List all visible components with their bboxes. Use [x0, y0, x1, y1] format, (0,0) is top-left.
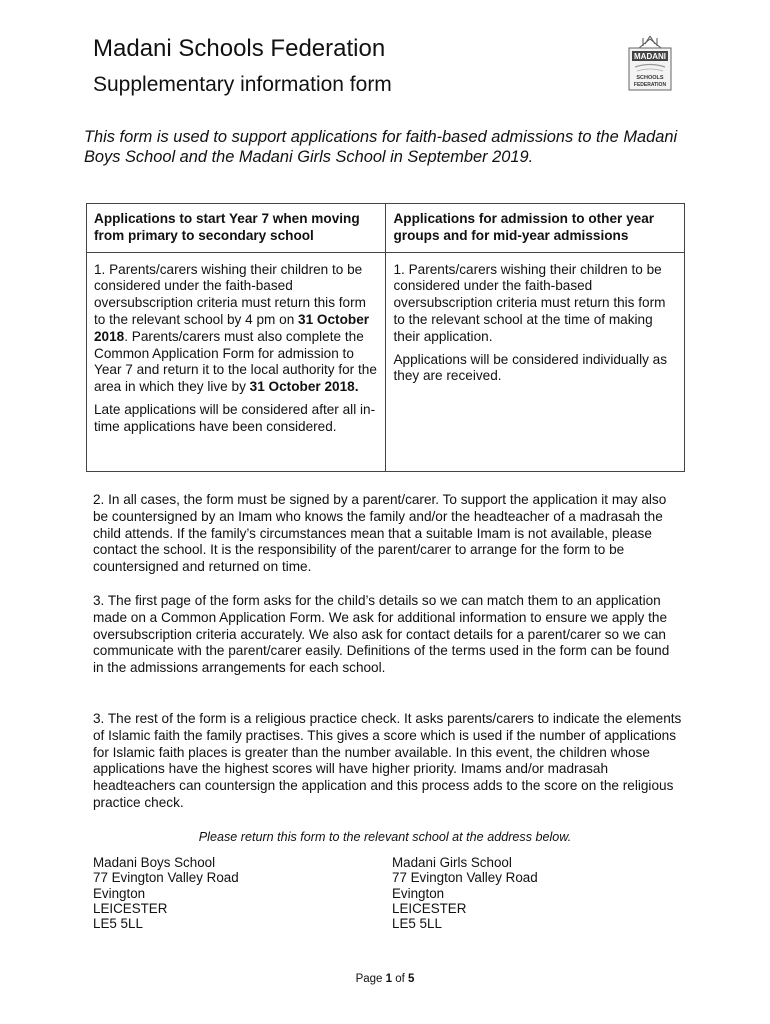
col1-paragraph-2: Late applications will be considered after all in-time applications have been considered. [94, 401, 376, 434]
address-line: LEICESTER [93, 900, 168, 916]
col1-header: Applications to start Year 7 when moving from primary to secondary school [87, 204, 386, 253]
address-line: LE5 5LL [93, 916, 143, 932]
deadline-date: 31 October 2018. [249, 379, 359, 395]
col1-paragraph-1: 1. Parents/carers wishing their children to be considered under the faith-based oversubscription criteria must return this form to the relevant school by 4 pm on 31 October 2018. Parents/carers must also complete the Common Application Form for admission to Year 7 and return it to the local authority for the area in which they live by 31 October 2018. [94, 261, 377, 395]
logo-text-schools: SCHOOLS [636, 75, 664, 81]
col1-cell [87, 252, 386, 471]
address-line: Evington [392, 885, 445, 901]
col2-paragraph-2: Applications will be considered individually as they are received. [393, 351, 668, 384]
paragraph-religious-check: 3. The rest of the form is a religious practice check. It asks parents/carers to indicate the elements of Islamic faith the family practises. This gives a score which is used if the number of applications for Islamic faith places is greater than the number available. In this event, the children whose applications have the highest scores will have higher priority. Imams and/or madrasah headteachers can countersign the application and this process adds to the score on the religious practice check. [93, 711, 682, 810]
table-header-row [87, 204, 685, 253]
paragraph-first-page: 3. The first page of the form asks for the child’s details so we can match them to an application made on a Common Application Form. We ask for additional information to ensure we apply the oversubscription criteria accurately. We also ask for contact details for a parent/carer so we can communicate with the parent/carer easily. Definitions of the terms used in the form can be found in the admissions arrangements for each school. [93, 593, 670, 676]
page-subtitle: Supplementary information form [93, 73, 392, 96]
page-title: Madani Schools Federation [93, 35, 386, 62]
logo-text-madani: MADANI [634, 52, 666, 61]
paragraph-signing: 2. In all cases, the form must be signed by a parent/carer. To support the application it may also be countersigned by an Imam who knows the family and/or the headteacher of a madrasah the child attends. If the family’s circumstances mean that a suitable Imam is not available, please contact the school. It is the responsibility of the parent/carer to arrange for the form to be countersigned and returned on time. [93, 492, 667, 575]
address-line: 77 Evington Valley Road [392, 870, 538, 886]
page-total: 5 [408, 973, 415, 985]
col2-paragraph-1: 1. Parents/carers wishing their children to be considered under the faith-based oversubscription criteria must return this form to the relevant school at the time of making their application. [393, 261, 666, 344]
col2-cell [386, 252, 685, 471]
intro-text: This form is used to support applications for faith-based admissions to the Madani Boys School and the Madani Girls School in September 2019. [84, 128, 678, 166]
address-line: Madani Girls School [392, 855, 512, 870]
address-line: Evington [93, 885, 146, 901]
deadline-date: 31 October 2018 [94, 311, 370, 344]
address-girls-school [392, 855, 538, 931]
table-row [87, 252, 685, 471]
madani-logo [625, 36, 675, 92]
logo-text-federation: FEDERATION [633, 82, 667, 88]
col2-header: Applications for admission to other year groups and for mid-year admissions [386, 204, 685, 253]
admission-routes-table [86, 203, 685, 472]
address-boys-school [93, 855, 239, 931]
address-line: Madani Boys School [93, 855, 216, 870]
address-line: LEICESTER [392, 900, 467, 916]
page-footer: Page 1 of 5 [355, 973, 415, 985]
address-line: LE5 5LL [392, 916, 442, 932]
return-note: Please return this form to the relevant school at the address below. [198, 830, 572, 844]
page-number: 1 [385, 973, 393, 985]
address-line: 77 Evington Valley Road [93, 870, 239, 886]
